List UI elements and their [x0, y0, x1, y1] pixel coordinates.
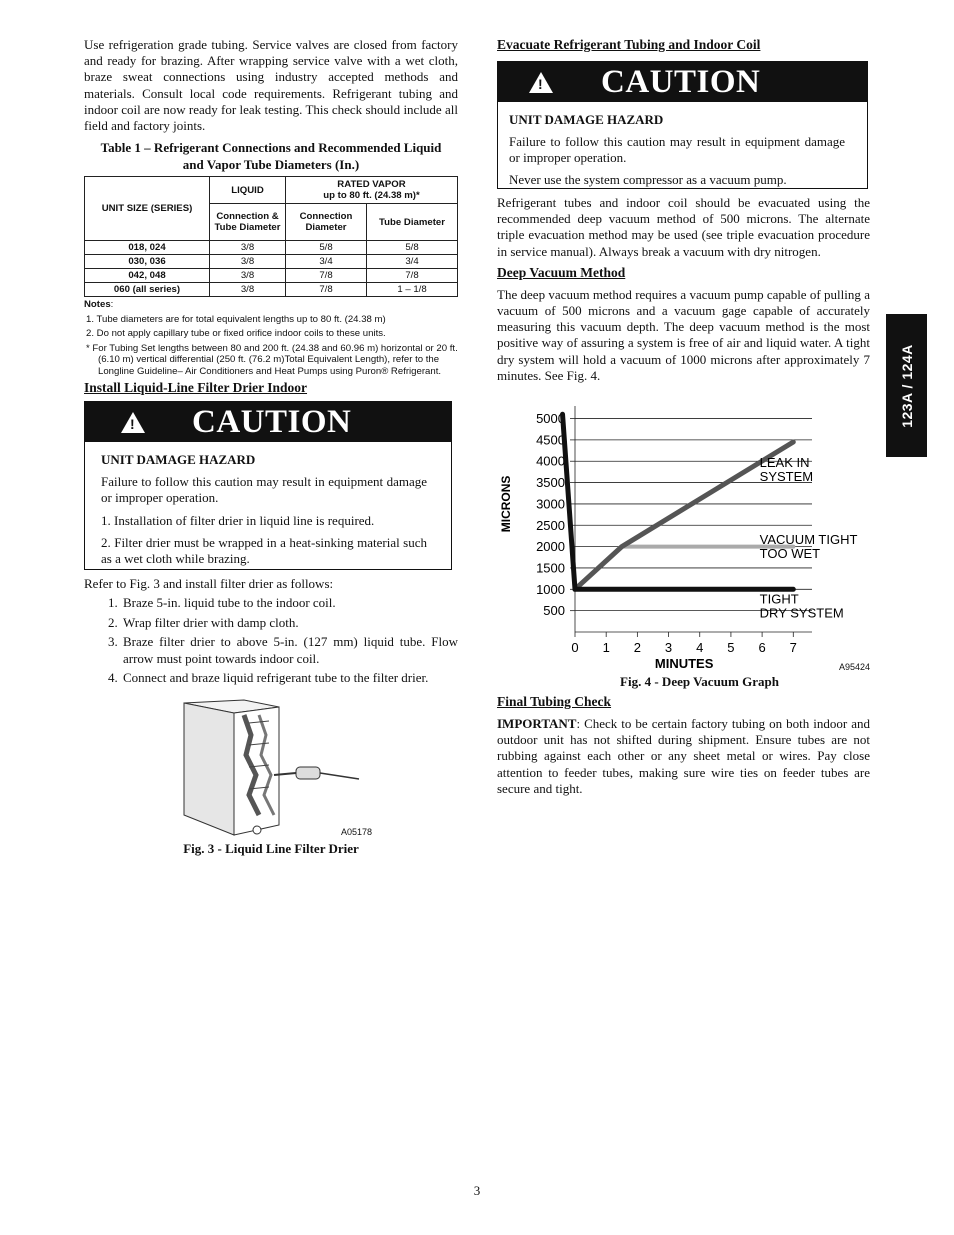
step-number: 2. — [108, 614, 118, 630]
side-tab — [886, 314, 927, 457]
header-rated-vapor — [286, 177, 458, 204]
list-item — [84, 670, 458, 687]
y-tick-label: 1500 — [536, 560, 565, 576]
filter-drier-illustration — [84, 695, 458, 845]
y-tick-label: 2500 — [536, 517, 565, 533]
header-connection-diameter: Connection Diameter — [286, 204, 367, 241]
caution-text: Never use the system compressor as a vacuum pump. — [509, 172, 787, 188]
series-label: LEAK IN — [759, 454, 810, 470]
cell-unit: 018, 024 — [85, 241, 210, 255]
step-text: Wrap filter drier with damp cloth. — [123, 614, 299, 630]
right-column — [497, 37, 870, 797]
note-item: 1. Tube diameters are for total equivalent lengths up to 80 ft. (24.38 m) — [86, 313, 386, 325]
header-rated-vapor-line-2: up to 80 ft. (24.38 m)* — [323, 190, 420, 202]
cell-connection: 7/8 — [286, 269, 367, 283]
y-axis-label: MICRONS — [499, 475, 513, 533]
caution-title: CAUTION — [192, 403, 352, 440]
series-line — [563, 414, 794, 589]
table-row — [85, 269, 458, 283]
page-number: 3 — [473, 1183, 481, 1198]
cell-tube: 3/4 — [367, 255, 458, 269]
final-tubing-heading: Final Tubing Check — [497, 694, 612, 710]
series-label: TIGHT — [759, 591, 799, 607]
cell-unit: 042, 048 — [85, 269, 210, 283]
table-caption — [84, 139, 458, 173]
cell-connection: 5/8 — [286, 241, 367, 255]
caution-text: 2. Filter drier must be wrapped in a heat-sinking material such as a wet cloth while brazing. — [101, 534, 427, 567]
notes-title: Notes: — [84, 299, 114, 311]
x-axis-label: MINUTES — [654, 656, 714, 672]
header-connection-tube: Connection & Tube Diameter — [210, 204, 286, 241]
figure-4 — [497, 392, 870, 692]
x-tick-label: 3 — [664, 640, 673, 656]
header-rated-vapor-line-1: RATED VAPOR — [337, 179, 406, 191]
deep-vacuum-paragraph: The deep vacuum method requires a vacuum pump capable of pulling a vacuum of 500 microns and a vacuum gage capable of accurately measuring this vacuum depth. The deep vacuum method is the most positive way of assuring a system is free of air and liquid water. A tight dry system will hold a vacuum of 1000 microns after approximately 7 minutes. See Fig. 4. — [497, 286, 870, 383]
figure-3-code: A05178 — [341, 826, 373, 837]
step-text: Braze 5-in. liquid tube to the indoor coil. — [123, 595, 336, 611]
x-tick-label: 7 — [789, 640, 797, 656]
figure-3 — [84, 695, 458, 860]
caution-box-evacuate — [497, 61, 868, 189]
evacuate-heading: Evacuate Refrigerant Tubing and Indoor Coil — [497, 37, 761, 52]
y-tick-label: 3000 — [536, 496, 565, 512]
step-text: Connect and braze liquid refrigerant tube to the filter drier. — [123, 670, 429, 686]
cell-liquid: 3/8 — [210, 255, 286, 269]
cell-tube: 7/8 — [367, 269, 458, 283]
caution-title: CAUTION — [601, 63, 761, 100]
cell-tube: 1 – 1/8 — [367, 283, 458, 297]
list-item — [84, 615, 458, 632]
step-number: 3. — [108, 634, 118, 650]
series-label: TOO WET — [759, 545, 821, 561]
y-tick-label: 2000 — [536, 539, 565, 555]
caution-text: Failure to follow this caution may result in equipment damage or improper operation. — [509, 134, 845, 166]
x-tick-label: 6 — [758, 640, 766, 656]
cell-connection: 3/4 — [286, 255, 367, 269]
caution-banner — [85, 402, 451, 442]
evacuate-paragraph: Refrigerant tubes and indoor coil should be evacuated using the recommended deep vacuum method of 500 microns. The alternate triple evacuation method may be used (see triple evacuation procedure in service manual). Always break a vacuum with dry nitrogen. — [497, 195, 870, 259]
step-number: 4. — [108, 670, 118, 686]
warning-triangle-icon: ! — [529, 72, 553, 93]
y-tick-label: 1000 — [536, 581, 565, 597]
side-tab-label: 123A / 124A — [898, 343, 915, 428]
series-label: DRY SYSTEM — [759, 605, 844, 621]
note-item: 2. Do not apply capillary tube or fixed orifice indoor coils to these units. — [86, 328, 386, 340]
caution-text: Failure to follow this caution may result in equipment damage or improper operation. — [101, 474, 427, 506]
header-tube-diameter: Tube Diameter — [367, 204, 458, 241]
x-tick-label: 0 — [571, 640, 579, 656]
caution-box-filter-drier — [84, 401, 452, 570]
list-item — [84, 595, 458, 612]
x-tick-label: 1 — [602, 640, 610, 656]
cell-liquid: 3/8 — [210, 283, 286, 297]
x-tick-label: 4 — [696, 640, 704, 656]
caution-text: 1. Installation of filter drier in liquid line is required. — [101, 512, 375, 528]
y-tick-label: 5000 — [536, 411, 565, 427]
figure-4-code: A95424 — [839, 662, 871, 673]
tube-diameter-table — [84, 176, 458, 297]
intro-paragraph: Use refrigeration grade tubing. Service valves are closed from factory and ready for brazing. After wrapping service valve with a wet cloth, braze sweat connections using industry accepted methods and materials. Consult local code requirements. Refrigerant tubing and indoor coil are now ready for leak testing. This check should include all field and factory joints. — [84, 37, 458, 134]
y-tick-label: 4500 — [536, 432, 565, 448]
cell-tube: 5/8 — [367, 241, 458, 255]
table-notes — [84, 299, 458, 377]
y-tick-label: 4000 — [536, 453, 565, 469]
steps-list — [84, 595, 458, 687]
caution-banner — [498, 62, 867, 102]
cell-liquid: 3/8 — [210, 269, 286, 283]
x-tick-label: 2 — [633, 640, 641, 656]
y-tick-label: 500 — [543, 603, 565, 619]
figure-3-caption: Fig. 3 - Liquid Line Filter Drier — [183, 840, 359, 856]
table-row — [85, 255, 458, 269]
table-caption-line-1: Table 1 – Refrigerant Connections and Recommended Liquid — [100, 140, 442, 156]
final-tubing-paragraph — [497, 716, 870, 797]
important-label: IMPORTANT — [497, 716, 577, 732]
series-label: SYSTEM — [759, 468, 814, 484]
header-unit-size: UNIT SIZE (SERIES) — [85, 177, 210, 241]
table-row — [85, 283, 458, 297]
table-row — [85, 241, 458, 255]
y-tick-label: 3500 — [536, 475, 565, 491]
cell-connection: 7/8 — [286, 283, 367, 297]
cell-unit: 030, 036 — [85, 255, 210, 269]
series-label: VACUUM TIGHT — [759, 531, 858, 547]
step-text: Braze filter drier to above 5-in. (127 mm) liquid tube. Flow arrow must point towards indoor coil. — [123, 634, 458, 666]
final-tubing-text: : Check to be certain factory tubing on both indoor and outdoor unit has not shifted during shipment. Ensure tubes are not rubbing against each other or any sheet metal or wires. Pay close attention to feeder tubes, making sure wire ties on feeder tubes are secure and tight. — [497, 716, 870, 796]
step-number: 1. — [108, 595, 118, 611]
cell-unit: 060 (all series) — [85, 283, 210, 297]
install-heading: Install Liquid-Line Filter Drier Indoor — [84, 380, 308, 396]
caution-hazard: UNIT DAMAGE HAZARD — [101, 452, 256, 468]
warning-triangle-icon: ! — [121, 412, 145, 433]
figure-4-caption: Fig. 4 - Deep Vacuum Graph — [620, 674, 779, 690]
refer-text: Refer to Fig. 3 and install filter drier as follows: — [84, 576, 334, 592]
left-column — [84, 37, 458, 860]
header-liquid: LIQUID — [210, 177, 286, 204]
list-item — [84, 634, 458, 667]
cell-liquid: 3/8 — [210, 241, 286, 255]
deep-vacuum-heading: Deep Vacuum Method — [497, 264, 626, 280]
table-caption-line-2: and Vapor Tube Diameters (In.) — [182, 157, 360, 173]
x-tick-label: 5 — [727, 640, 735, 656]
note-item: * For Tubing Set lengths between 80 and 200 ft. (24.38 and 60.96 m) horizontal or 20 ft. (6.10 m) vertical differential (250 ft. (76.2 m)Total Equivalent Length), refer to the Longline Guideline– Air Conditioners and Heat Pumps using Puron® Refrigerant. — [86, 342, 458, 377]
notes-title-text: Notes — [84, 299, 111, 311]
caution-hazard: UNIT DAMAGE HAZARD — [509, 112, 664, 127]
